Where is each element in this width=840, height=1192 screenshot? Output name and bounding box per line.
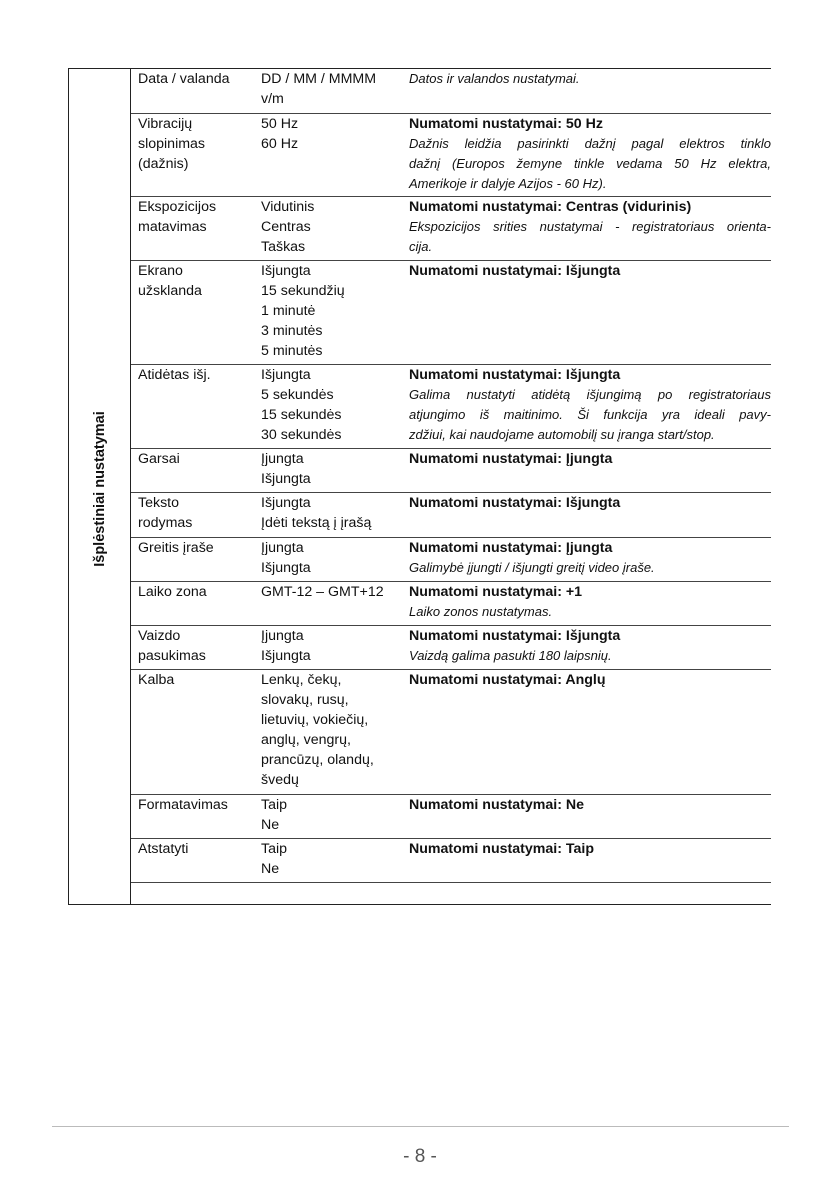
- setting-row: [131, 197, 771, 261]
- setting-name-line: Garsai: [138, 451, 180, 467]
- setting-row: [131, 261, 771, 365]
- setting-description: [409, 261, 771, 281]
- setting-name: [138, 626, 256, 666]
- setting-option: Išjungta: [261, 495, 311, 511]
- setting-option: Išjungta: [261, 648, 311, 664]
- setting-options: [261, 538, 401, 578]
- setting-option: Išjungta: [261, 560, 311, 576]
- default-value: Numatomi nustatymai: Anglų: [409, 672, 606, 688]
- description-line: Amerikoje ir dalyje Azijos - 60 Hz).: [409, 176, 607, 191]
- setting-row: [131, 449, 771, 493]
- default-value: Numatomi nustatymai: Įjungta: [409, 451, 613, 467]
- default-value: Numatomi nustatymai: Ne: [409, 797, 585, 813]
- setting-option: 60 Hz: [261, 136, 299, 152]
- setting-description: [409, 197, 771, 257]
- setting-option: 50 Hz: [261, 116, 299, 132]
- setting-name-line: rodymas: [138, 515, 193, 531]
- default-value: Numatomi nustatymai: Taip: [409, 841, 594, 857]
- setting-description: [409, 365, 771, 445]
- setting-option: Įjungta: [261, 451, 304, 467]
- setting-name-line: Vaizdo: [138, 628, 181, 644]
- setting-options: [261, 365, 401, 445]
- setting-description: [409, 114, 771, 194]
- page-number: - 8 -: [403, 1146, 437, 1167]
- setting-name: [138, 449, 256, 469]
- setting-option: Lenkų, čekų,: [261, 672, 342, 688]
- default-value: Numatomi nustatymai: Įjungta: [409, 540, 613, 556]
- setting-row: [131, 69, 771, 114]
- setting-option: 1 minutė: [261, 303, 316, 319]
- setting-description: [409, 839, 771, 859]
- setting-description: [409, 449, 771, 469]
- description-line: Galimybė įjungti / išjungti greitį video įraše.: [409, 560, 655, 575]
- default-value: Numatomi nustatymai: Išjungta: [409, 263, 621, 279]
- setting-row: [131, 626, 771, 670]
- setting-option: Išjungta: [261, 263, 311, 279]
- description-line: Ekspozicijos srities nustatymai - registratoriaus orienta-: [409, 219, 771, 234]
- setting-options: [261, 670, 401, 790]
- setting-option: Vidutinis: [261, 199, 315, 215]
- setting-name-line: Kalba: [138, 672, 175, 688]
- setting-option: Išjungta: [261, 367, 311, 383]
- description-line: Galima nustatyti atidėtą išjungimą po registratoriaus: [409, 387, 771, 402]
- setting-option: 30 sekundės: [261, 427, 342, 443]
- setting-option: 5 sekundės: [261, 387, 334, 403]
- setting-row: [131, 839, 771, 883]
- setting-options: [261, 449, 401, 489]
- setting-option: anglų, vengrų,: [261, 732, 351, 748]
- setting-name-line: Ekspozicijos: [138, 199, 217, 215]
- description-line: zdžiui, kai naudojame automobilį su įranga start/stop.: [409, 427, 715, 442]
- setting-name-line: matavimas: [138, 219, 207, 235]
- setting-name-line: Data / valanda: [138, 71, 230, 87]
- default-value: Numatomi nustatymai: +1: [409, 584, 583, 600]
- setting-name: [138, 839, 256, 859]
- default-value: Numatomi nustatymai: Išjungta: [409, 495, 621, 511]
- setting-option: Taip: [261, 841, 288, 857]
- description-line: Dažnis leidžia pasirinkti dažnį pagal elektros tinklo: [409, 136, 771, 151]
- description-line: Datos ir valandos nustatymai.: [409, 71, 580, 86]
- setting-options: [261, 493, 401, 533]
- description-line: atjungimo iš maitinimo. Ši funkcija yra ideali pavy-: [409, 407, 771, 422]
- setting-name: [138, 670, 256, 690]
- setting-name-line: slopinimas: [138, 136, 206, 152]
- setting-row: [131, 114, 771, 197]
- setting-options: [261, 114, 401, 154]
- setting-description: [409, 69, 771, 89]
- setting-row: [131, 795, 771, 839]
- setting-option: v/m: [261, 91, 284, 107]
- setting-option: Įjungta: [261, 628, 304, 644]
- default-value: Numatomi nustatymai: Centras (vidurinis): [409, 199, 692, 215]
- setting-name-line: Laiko zona: [138, 584, 207, 600]
- setting-name-line: (dažnis): [138, 156, 189, 172]
- setting-option: 15 sekundžių: [261, 283, 345, 299]
- description-line: dažnį (Europos žemyne tinkle vedama 50 Hz elektra,: [409, 156, 771, 171]
- setting-name-line: Vibracijų: [138, 116, 193, 132]
- setting-option: švedų: [261, 772, 299, 788]
- setting-option: DD / MM / MMMM: [261, 71, 377, 87]
- setting-name: [138, 69, 256, 89]
- setting-row: [131, 365, 771, 449]
- setting-name: [138, 538, 256, 558]
- setting-name: [138, 114, 256, 174]
- setting-name-line: Greitis įraše: [138, 540, 214, 556]
- setting-option: Išjungta: [261, 471, 311, 487]
- setting-options: [261, 795, 401, 835]
- default-value: Numatomi nustatymai: Išjungta: [409, 367, 621, 383]
- setting-name-line: pasukimas: [138, 648, 206, 664]
- setting-name-line: Teksto: [138, 495, 180, 511]
- setting-name: [138, 261, 256, 301]
- footer-divider: [52, 1126, 789, 1127]
- setting-name: [138, 365, 256, 385]
- setting-name-line: Atstatyti: [138, 841, 189, 857]
- setting-option: GMT-12 – GMT+12: [261, 584, 384, 600]
- setting-description: [409, 670, 771, 690]
- setting-option: Ne: [261, 861, 280, 877]
- setting-options: [261, 626, 401, 666]
- setting-option: prancūzų, olandų,: [261, 752, 374, 768]
- setting-name-line: užsklanda: [138, 283, 202, 299]
- setting-description: [409, 493, 771, 513]
- setting-name: [138, 493, 256, 533]
- setting-name: [138, 197, 256, 237]
- setting-description: [409, 626, 771, 666]
- section-label: Išplėstiniai nustatymai: [92, 411, 108, 567]
- setting-row: [131, 582, 771, 626]
- setting-name-line: Formatavimas: [138, 797, 228, 813]
- setting-option: 5 minutės: [261, 343, 323, 359]
- setting-name: [138, 795, 256, 815]
- setting-description: [409, 538, 771, 578]
- setting-option: slovakų, rusų,: [261, 692, 349, 708]
- setting-options: [261, 69, 401, 109]
- section-column: [69, 69, 131, 904]
- setting-option: Ne: [261, 817, 280, 833]
- setting-name-line: Ekrano: [138, 263, 183, 279]
- setting-options: [261, 197, 401, 257]
- setting-option: Centras: [261, 219, 311, 235]
- setting-name-line: Atidėtas išj.: [138, 367, 211, 383]
- setting-row: [131, 538, 771, 582]
- default-value: Numatomi nustatymai: 50 Hz: [409, 116, 603, 132]
- empty-row: [131, 883, 771, 905]
- setting-option: Taškas: [261, 239, 306, 255]
- setting-options: [261, 839, 401, 879]
- setting-options: [261, 582, 401, 602]
- default-value: Numatomi nustatymai: Išjungta: [409, 628, 621, 644]
- setting-option: Įjungta: [261, 540, 304, 556]
- description-line: Laiko zonos nustatymas.: [409, 604, 553, 619]
- description-line: Vaizdą galima pasukti 180 laipsnių.: [409, 648, 612, 663]
- setting-row: [131, 493, 771, 538]
- setting-description: [409, 582, 771, 622]
- setting-row: [131, 670, 771, 795]
- settings-table: [68, 68, 771, 905]
- setting-option: 3 minutės: [261, 323, 323, 339]
- setting-option: 15 sekundės: [261, 407, 342, 423]
- setting-description: [409, 795, 771, 815]
- settings-rows: [131, 69, 771, 905]
- setting-option: lietuvių, vokiečių,: [261, 712, 369, 728]
- description-line: cija.: [409, 239, 433, 254]
- setting-name: [138, 582, 256, 602]
- setting-option: Įdėti tekstą į įrašą: [261, 515, 372, 531]
- setting-options: [261, 261, 401, 361]
- setting-option: Taip: [261, 797, 288, 813]
